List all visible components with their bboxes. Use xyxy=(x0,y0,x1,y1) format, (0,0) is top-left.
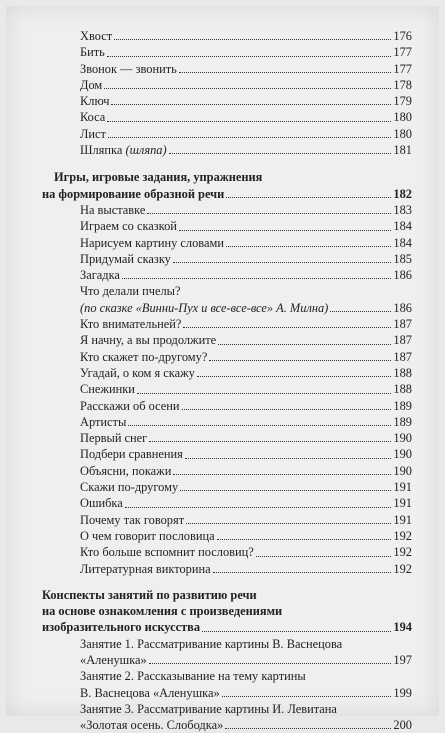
toc-entry: Кто внимательней? 187 xyxy=(80,317,412,332)
toc-entry: Первый снег 190 xyxy=(80,431,412,446)
toc-entry: Я начну, а вы продолжите 187 xyxy=(80,333,412,348)
toc-entry: Скажи по-другому 191 xyxy=(80,480,412,495)
lesson-title: Занятие 1. Рассматривание картины В. Васнецова xyxy=(80,636,343,651)
toc-entry: Подбери сравнения 190 xyxy=(80,447,412,462)
book-page xyxy=(6,6,439,733)
toc-entry: Угадай, о ком я скажу 188 xyxy=(80,365,412,380)
toc-entry: Объясни, покажи 190 xyxy=(80,463,412,478)
toc-entry: Кто скажет по-другому? 187 xyxy=(80,349,412,364)
toc-entry: В. Васнецова «Аленушка» 199 xyxy=(80,685,412,700)
toc-entry: Лист 180 xyxy=(80,126,412,141)
toc-entry: Снежинки 188 xyxy=(80,382,412,397)
toc-entry: Ошибка 191 xyxy=(80,496,412,511)
toc-entry: Коса 180 xyxy=(80,110,412,125)
toc-entry: О чем говорит пословица 192 xyxy=(80,528,412,543)
toc-entry: «Аленушка» 197 xyxy=(80,652,412,667)
toc-entry: Загадка 186 xyxy=(80,268,412,283)
section-heading: на основе ознакомления с произведениями xyxy=(42,604,283,619)
toc-entry: Звонок — звонить 177 xyxy=(80,61,412,76)
toc-entry: Играем со сказкой 184 xyxy=(80,219,412,234)
section-heading-entry: на формирование образной речи 182 xyxy=(42,186,412,201)
toc-entry: Нарисуем картину словами 184 xyxy=(80,235,412,250)
table-of-contents xyxy=(42,28,412,733)
toc-entry: Придумай сказку 185 xyxy=(80,251,412,266)
section-heading-entry: изобразительного искусства 194 xyxy=(42,620,412,635)
lesson-title: Занятие 3. Рассматривание картины И. Левитана xyxy=(80,701,337,716)
toc-entry: Дом 178 xyxy=(80,77,412,92)
lesson-title: Занятие 2. Рассказывание на тему картины xyxy=(80,669,306,684)
toc-entry: (по сказке «Винни-Пух и все-все-все» А. Милна) 186 xyxy=(80,300,412,315)
section-heading: Конспекты занятий по развитию речи xyxy=(42,587,257,602)
toc-entry: «Золотая осень. Слободка» 200 xyxy=(80,718,412,733)
toc-entry: Артисты 189 xyxy=(80,414,412,429)
toc-entry: Бить 177 xyxy=(80,45,412,60)
section-heading: Игры, игровые задания, упражнения xyxy=(54,170,263,185)
toc-entry: На выставке 183 xyxy=(80,202,412,217)
toc-entry: Хвост 176 xyxy=(80,29,412,43)
toc-entry: Шляпка (шляпа) 181 xyxy=(80,143,412,158)
toc-entry: Кто больше вспомнит пословиц? 192 xyxy=(80,545,412,560)
toc-entry: Ключ 179 xyxy=(80,94,412,109)
toc-entry: Литературная викторина 192 xyxy=(80,561,412,576)
toc-entry: Расскажи об осени 189 xyxy=(80,398,412,413)
toc-entry: Почему так говорят 191 xyxy=(80,512,412,527)
toc-entry-title: Что делали пчелы? xyxy=(80,284,181,299)
